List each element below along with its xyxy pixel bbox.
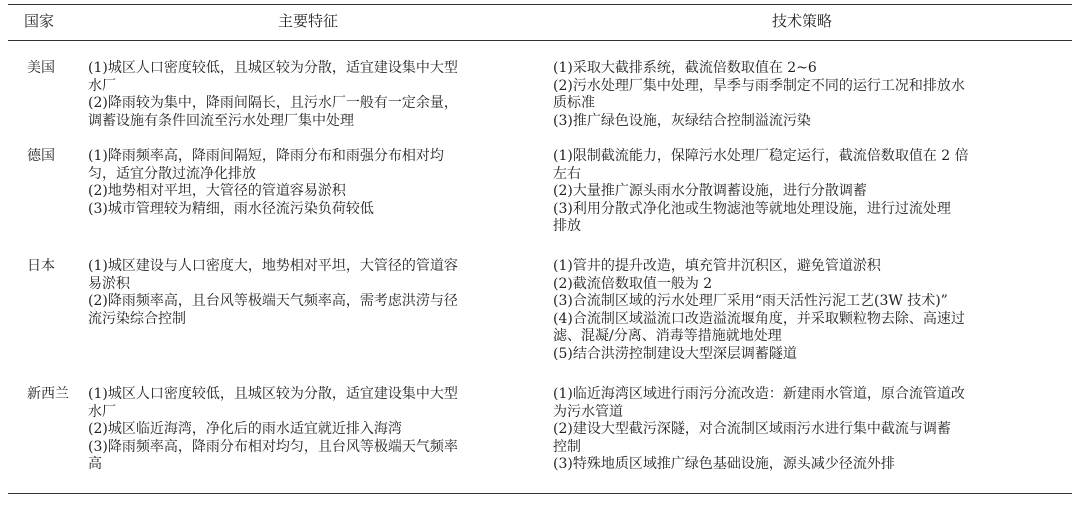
strategy-line: 质标准	[553, 95, 595, 112]
features-cell	[88, 60, 538, 130]
strategy-cell	[553, 386, 1063, 474]
country-cell: 美国	[27, 60, 55, 76]
table-bottom-rule	[8, 493, 1072, 494]
features-line: (1)城区人口密度较低，且城区较为分散，适宜建设集中大型	[88, 386, 458, 402]
features-line: 水厂	[88, 403, 116, 420]
strategy-line: 左右	[553, 165, 581, 182]
features-line: 水厂	[88, 77, 116, 94]
header-features: 主要特征	[278, 12, 339, 30]
table-top-rule	[8, 4, 1072, 5]
strategy-line: 为污水管道	[553, 403, 623, 420]
strategy-line: (1)采取大截排系统，截流倍数取值在 2~6	[553, 60, 817, 76]
strategy-line: (1)管井的提升改造，填充管井沉积区，避免管道淤积	[553, 258, 881, 274]
features-line: 高	[88, 456, 102, 473]
features-cell	[88, 148, 538, 218]
strategy-line: (2)大量推广源头雨水分散调蓄设施，进行分散调蓄	[553, 183, 867, 200]
strategy-line: (4)合流制区域溢流口改造溢流堰角度，并采取颗粒物去除、高速过	[553, 310, 965, 327]
header-strategy: 技术策略	[772, 12, 833, 30]
features-line: (3)降雨频率高，降雨分布相对均匀，且台风等极端天气频率	[88, 438, 458, 455]
strategy-line: (3)推广绿色设施，灰绿结合控制溢流污染	[553, 112, 811, 129]
features-line: (1)城区建设与人口密度大，地势相对平坦，大管径的管道容	[88, 258, 458, 274]
country-cell: 新西兰	[27, 386, 69, 402]
strategy-cell	[553, 60, 1063, 130]
features-line: 匀，适宜分散过流净化排放	[88, 165, 256, 182]
features-line: 流污染综合控制	[88, 310, 186, 327]
country-cell: 日本	[27, 258, 55, 274]
strategy-line: 控制	[553, 438, 581, 455]
table-header-rule	[8, 40, 1072, 41]
strategy-cell	[553, 258, 1063, 364]
table-header	[8, 10, 1072, 38]
strategy-line: 滤、混凝/分离、消毒等措施就地处理	[553, 328, 782, 345]
features-line: 调蓄设施有条件回流至污水处理厂集中处理	[88, 112, 354, 129]
strategy-line: (1)限制截流能力，保障污水处理厂稳定运行，截流倍数取值在 2 倍	[553, 148, 969, 164]
strategy-line: (3)合流制区域的污水处理厂采用“雨天活性污泥工艺(3W 技术)”	[553, 293, 948, 310]
features-line: (2)降雨较为集中，降雨间隔长，且污水厂一般有一定余量，	[88, 95, 458, 112]
features-line: (1)降雨频率高，降雨间隔短，降雨分布和雨强分布相对均	[88, 148, 444, 164]
features-line: (2)地势相对平坦，大管径的管道容易淤积	[88, 183, 346, 200]
strategy-line: (5)结合洪涝控制建设大型深层调蓄隧道	[553, 345, 797, 362]
strategy-line: (1)临近海湾区域进行雨污分流改造：新建雨水管道，原合流管道改	[553, 386, 965, 402]
features-line: (2)城区临近海湾，净化后的雨水适宜就近排入海湾	[88, 421, 402, 438]
strategy-line: (3)利用分散式净化池或生物滤池等就地处理设施，进行过流处理	[553, 200, 951, 217]
strategy-line: 排放	[553, 218, 581, 235]
features-line: 易淤积	[88, 275, 130, 292]
country-cell: 德国	[27, 148, 55, 164]
features-cell	[88, 386, 538, 474]
features-line: (2)降雨频率高，且台风等极端天气频率高，需考虑洪涝与径	[88, 293, 458, 310]
strategy-line: (2)截流倍数取值一般为 2	[553, 275, 713, 292]
strategy-cell	[553, 148, 1063, 236]
strategy-line: (2)建设大型截污深隧，对合流制区域雨污水进行集中截流与调蓄	[553, 421, 951, 438]
features-line: (3)城市管理较为精细，雨水径流污染负荷较低	[88, 200, 374, 217]
strategy-line: (3)特殊地质区域推广绿色基础设施，源头减少径流外排	[553, 456, 895, 473]
header-country: 国家	[24, 12, 55, 30]
features-cell	[88, 258, 538, 328]
strategy-line: (2)污水处理厂集中处理，旱季与雨季制定不同的运行工况和排放水	[553, 77, 965, 94]
features-line: (1)城区人口密度较低，且城区较为分散，适宜建设集中大型	[88, 60, 458, 76]
